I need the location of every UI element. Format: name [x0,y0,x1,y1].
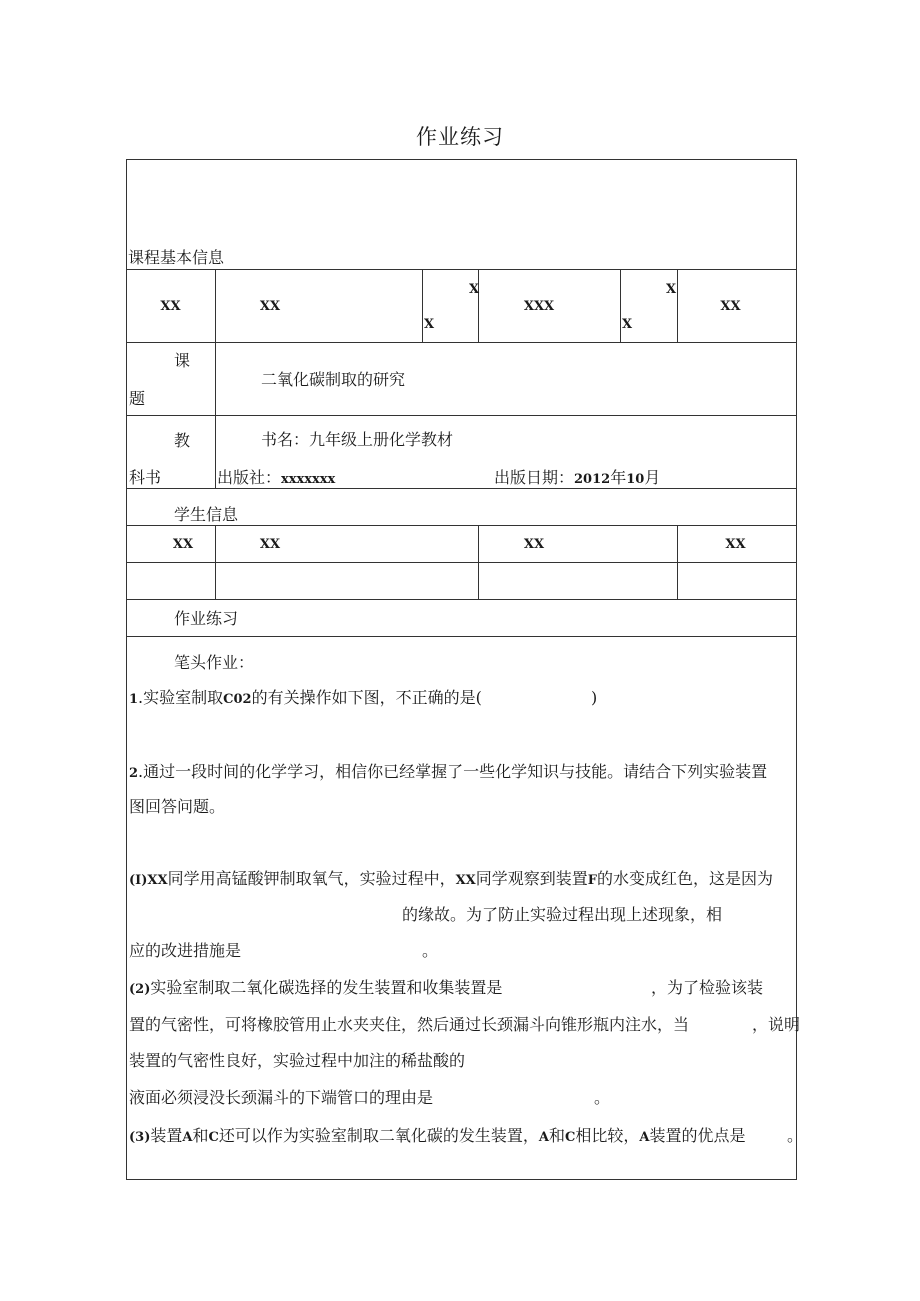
course-info-cell: XX [160,299,181,314]
course-info-cell: X [666,282,677,297]
page-title: 作业练习 [416,125,504,149]
question-2-part-2-line: 置的气密性，可将橡胶管用止水夹夹住，然后通过长颈漏斗向锥形瓶内注水，当 [129,1015,690,1034]
course-info-cell: X [424,317,435,332]
question-2-part-2-line: 。 [594,1088,611,1107]
question-2-part-3: (3)装置A和C还可以作为实验室制取二氧化碳的发生装置，A和C相比较，A装置的优点是 [129,1126,746,1145]
question-2-part-2: (2)实验室制取二氧化碳选择的发生装置和收集装置是 [129,978,503,997]
table-divider [126,562,797,563]
question-1-close: ) [591,688,598,707]
table-divider [126,636,797,637]
course-info-cell: XXX [523,299,555,314]
question-2-part-3-end: 。 [787,1126,804,1145]
question-2: 2.通过一段时间的化学学习，相信你已经掌握了一些化学知识与技能。请结合下列实验装置 [129,762,768,781]
course-info-cell: X [622,317,633,332]
homework-heading: 作业练习 [174,609,239,628]
question-2-part-1-line: 的缘故。为了防止实验过程出现上述现象，相 [402,905,723,924]
question-2-part-2-line: 液面必须浸没长颈漏斗的下端管口的理由是 [129,1088,434,1107]
student-info-header: XX [172,537,194,552]
student-info-heading: 学生信息 [174,505,239,524]
question-1: 1.实验室制取C02的有关操作如下图，不正确的是( [129,688,482,707]
table-divider [126,269,797,270]
textbook-label: 科书 [129,468,162,487]
textbook-name: 书名：九年级上册化学教材 [261,430,454,449]
topic-label: 题 [129,389,146,408]
table-divider [126,342,797,343]
course-info-cell: XX [720,299,741,314]
course-info-heading: 课程基本信息 [128,248,225,267]
course-info-cell: XX [259,299,281,314]
question-2-part-2-line: ，为了检验该装 [651,978,764,997]
textbook-publish-date: 出版日期：2012年10月 [494,468,661,487]
table-divider [126,599,797,600]
topic-value: 二氧化碳制取的研究 [261,370,406,389]
homework-subheading: 笔头作业： [174,653,255,672]
textbook-publisher: 出版社：xxxxxxx [217,468,336,487]
question-2-part-2-line: ，说明 [752,1015,801,1034]
question-2-line: 图回答问题。 [129,797,226,816]
table-divider [126,525,797,526]
student-info-header: XX [523,537,545,552]
table-divider [620,269,621,343]
question-2-part-1-line: 。 [422,941,439,960]
question-2-part-1: (I)XX同学用高锰酸钾制取氧气，实验过程中，XX同学观察到装置F的水变成红色，这是因为 [129,869,774,888]
question-2-part-2-line: 装置的气密性良好，实验过程中加注的稀盐酸的 [129,1051,466,1070]
question-2-part-1-line: 应的改进措施是 [129,941,242,960]
course-info-cell: X [469,282,480,297]
table-divider [422,269,423,343]
student-info-header: XX [725,537,746,552]
topic-label: 课 [174,351,191,370]
textbook-label: 教 [174,431,191,450]
table-divider [126,415,797,416]
student-info-header: XX [259,537,281,552]
